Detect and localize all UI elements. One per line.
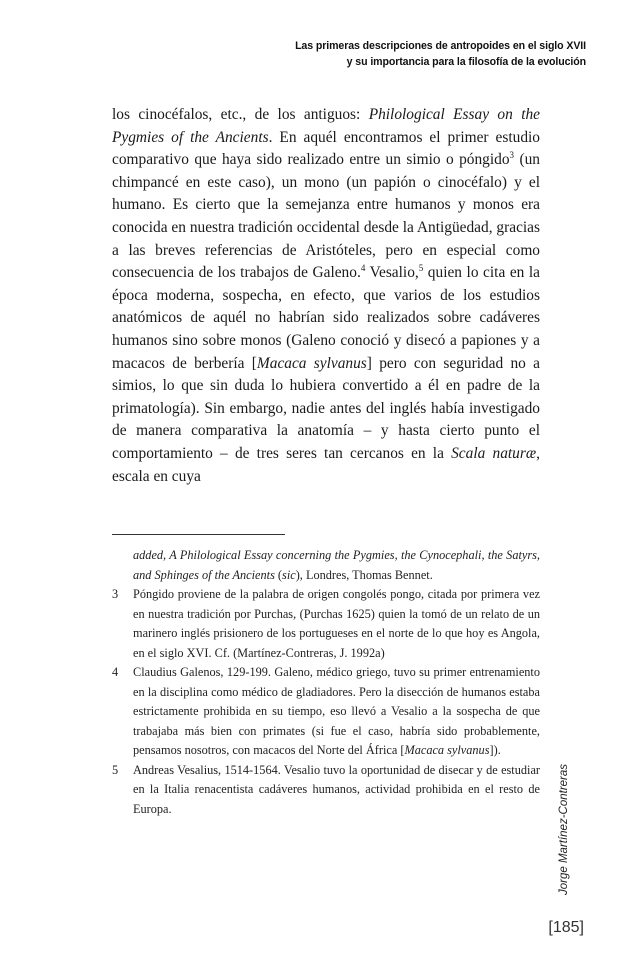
footnote-number: 5 <box>112 762 119 777</box>
author-name: Jorge Martínez-Contreras <box>558 763 570 895</box>
footnote-text-run: Claudius Galenos, 129-199. Galeno, médico griego, tuvo su primer entrenamiento en la disciplina como médico de gladiadores. Pero la disección de humanos estaba estrictamente prohibida en su tiempo, eso llevó a Vesalio a la sospecha de que trabajaba más bien con primates (si fue el caso, habría sido probablemente, pensamos nosotros, con macacos del Norte del África [ <box>133 665 540 757</box>
running-header-line-2: y su importancia para la filosofía de la evolución <box>346 56 586 68</box>
body-text-run: Vesalio, <box>365 264 419 282</box>
body-paragraph <box>112 104 540 488</box>
essay-title: Philological Essay on the Pygmies of the Ancients <box>112 106 540 146</box>
body-text-run: (un chimpancé en este caso), un mono (un papión o cinocéfalo) y el humano. Es cierto que la semejanza entre humanos y monos era conocida en nuestra tradición occidental desde la Antigüedad, gracias a las breves referencias de Aristóteles, pero en especial como consecuencia de los trabajos de Galeno. <box>112 151 540 282</box>
body-text-run: . En aquél encontramos el primer estudio comparativo que haya sido realizado entre un simio o póngido <box>112 128 540 169</box>
footnote-text: Póngido proviene de la palabra de origen congolés pongo, citada por primera vez en nuestra tradición por Purchas, (Purchas 1625) quien la tomó de un relato de un marinero inglés prisionero de los portugueses en el norte de lo que hoy es Angola, en el siglo XVI. Cf. (Martínez-Contreras, J. 1992a) <box>133 587 540 660</box>
footnote-divider <box>112 534 285 535</box>
footnote-text: ( <box>274 567 283 582</box>
body-text-run: , escala en cuya <box>112 444 540 485</box>
body-text-run: ] pero con seguridad no a simios, lo que sin duda lo hubiera convertido a él en padre de la primatología). Sin embargo, nadie antes del inglés había investigado de manera comparativa la anatomía – y hasta cierto punto el comportamiento – de tres seres tan cercanos en la <box>112 354 540 462</box>
body-text-run: quien lo cita en la época moderna, sospecha, en efecto, que varios de los estudios anatómicos de aquél no habrían sido realizados sobre cadáveres humanos sino sobre monos (Galeno conoció y disecó a papiones y a macacos de berbería [ <box>112 264 541 372</box>
footnote-number: 3 <box>112 587 119 601</box>
footnote-5 <box>112 761 540 820</box>
footnote-ref-4: 4 <box>360 263 366 274</box>
footnote-sic: sic <box>282 567 296 582</box>
species-name: Macaca sylvanus <box>404 743 490 757</box>
footnote-text: Andreas Vesalius, 1514-1564. Vesalio tuvo la oportunidad de disecar y de estudiar en la Italia renacentista cadáveres humanos, actividad prohibida en el resto de Europa. <box>133 762 540 816</box>
footnote-ref-3: 3 <box>509 150 515 161</box>
footnote-title: added, A Philological Essay concerning the Pygmies, the Cynocephali, the Satyrs, and Sphinges of the Ancients <box>133 548 540 582</box>
footnote-ref-5: 5 <box>418 263 424 274</box>
footnote-text-run: ]). <box>489 743 501 757</box>
page-number: [185] <box>548 919 584 936</box>
footnotes <box>112 546 540 819</box>
footnote-4 <box>112 663 540 761</box>
footnote-3 <box>112 585 540 663</box>
scala-naturae: Scala naturæ <box>451 444 537 462</box>
author-sidebar <box>557 745 573 895</box>
footnote-number: 4 <box>112 665 119 679</box>
running-header-line-1: Las primeras descripciones de antropoides en el siglo XVII <box>295 40 586 52</box>
footnote-text: ), Londres, Thomas Bennet. <box>295 567 433 582</box>
body-text-run: los cinocéfalos, etc., de los antiguos: <box>112 106 369 123</box>
footnote-text <box>133 663 540 761</box>
footnote-continuation <box>112 546 540 585</box>
running-header <box>106 38 586 70</box>
species-name: Macaca sylvanus <box>256 354 367 372</box>
